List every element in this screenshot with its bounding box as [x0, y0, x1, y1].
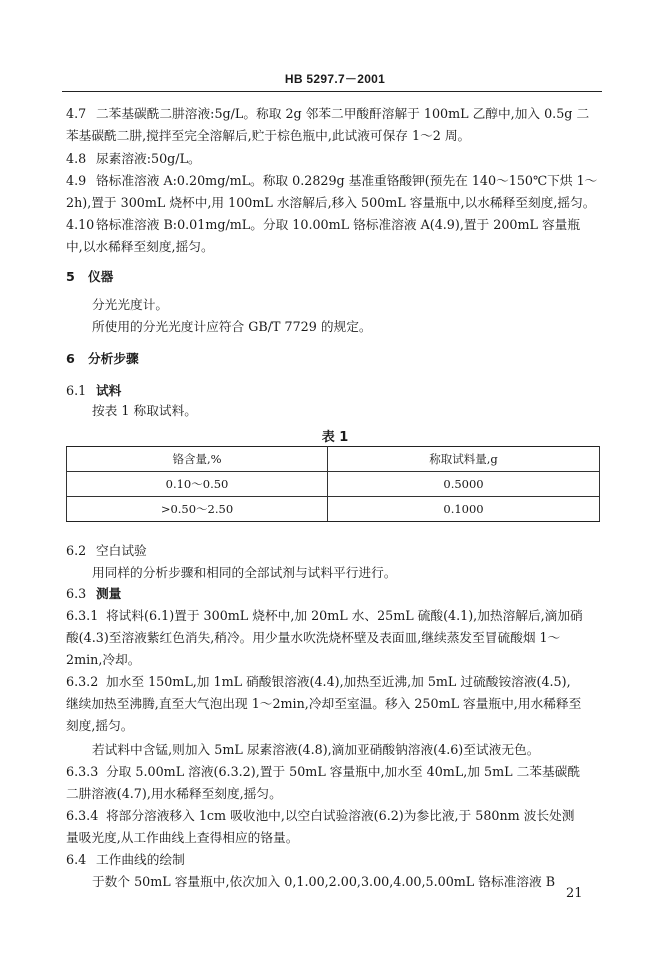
section-6-3-1-text1: 将试料(6.1)置于 300mL 烧杯中,加 20mL 水、25mL 硫酸(4.1),加热溶解后,滴加硝: [106, 608, 583, 623]
item-4-7-number: 4.7: [66, 106, 87, 121]
item-4-9-line2: 2h),置于 300mL 烧杯中,用 100mL 水溶解后,移入 500mL 容量瓶中,以水稀释至刻度,摇匀。: [66, 195, 596, 210]
section-6-2-number: 6.2: [66, 543, 87, 558]
section-6-4-heading: [66, 851, 185, 869]
section-6-2-title: 空白试验: [96, 543, 147, 558]
section-6-1-title: 试料: [96, 383, 122, 398]
section-6-3-title: 测量: [96, 586, 122, 601]
table-header-chromium-content: 铬含量,%: [67, 447, 328, 472]
item-4-8-text1: 尿素溶液:50g/L。: [96, 151, 201, 166]
section-6-1-text: 按表 1 称取试料。: [92, 403, 197, 418]
standard-code-header: HB 5297.7－2001: [284, 72, 386, 86]
table-cell-mass: 0.1000: [328, 497, 600, 522]
section-6-4-title: 工作曲线的绘制: [96, 852, 185, 867]
table-cell-range: >0.50～2.50: [67, 497, 328, 522]
section-6-3-2-line1: [66, 673, 571, 691]
section-6-3-2-text1: 加水至 150mL,加 1mL 硝酸银溶液(4.4),加热至近沸,加 5mL 过硫酸铵溶液(4.5),: [106, 674, 571, 689]
section-6-3-2-line2: 继续加热至沸腾,直至大气泡出现 1～2min,冷却至室温。移入 250mL 容量瓶中,用水稀释至: [66, 696, 582, 711]
section-6-3-number: 6.3: [66, 586, 87, 601]
item-4-7-line1: [66, 105, 589, 123]
section-5-para2: 所使用的分光光度计应符合 GB/T 7729 的规定。: [92, 319, 372, 334]
table-cell-mass: 0.5000: [328, 472, 600, 497]
section-6-3-4-text1: 将部分溶液移入 1cm 吸收池中,以空白试验溶液(6.2)为参比液,于 580nm 波长处测: [106, 808, 575, 823]
item-4-9-line1: [66, 172, 597, 190]
section-5-number: 5: [66, 269, 75, 284]
section-6-3-1-line1: [66, 607, 583, 625]
section-6-3-4-line2: 量吸光度,从工作曲线上查得相应的铬量。: [66, 830, 299, 845]
item-4-10-number: 4.10: [66, 217, 95, 232]
section-6-title: 分析步骤: [88, 351, 139, 366]
section-6-3-2-line4: 若试料中含锰,则加入 5mL 尿素溶液(4.8),滴加亚硝酸钠溶液(4.6)至试液无色。: [92, 742, 540, 757]
header-rule: [62, 91, 602, 92]
section-6-3-3-text1: 分取 5.00mL 溶液(6.3.2),置于 50mL 容量瓶中,加水至 40mL,加 5mL 二苯基碳酰: [106, 764, 581, 779]
section-6-number: 6: [66, 351, 75, 366]
section-5-para1: 分光光度计。: [92, 297, 169, 312]
section-6-3-3-line1: [66, 763, 580, 781]
section-6-3-3-line2: 二肼溶液(4.7),用水稀释至刻度,摇匀。: [66, 786, 282, 801]
item-4-9-number: 4.9: [66, 173, 87, 188]
section-6-2-heading: [66, 542, 147, 560]
section-6-3-3-number: 6.3.3: [66, 764, 99, 779]
item-4-9-text1: 铬标准溶液 A:0.20mg/mL。称取 0.2829g 基准重铬酸钾(预先在 140～150℃下烘 1～: [96, 173, 598, 188]
item-4-7-line2: 苯基碳酰二肼,搅拌至完全溶解后,贮于棕色瓶中,此试液可保存 1～2 周。: [66, 128, 471, 143]
page-number: 21: [566, 886, 583, 901]
item-4-7-text1: 二苯基碳酰二肼溶液:5g/L。称取 2g 邻苯二甲酸酐溶解于 100mL 乙醇中,加入 0.5g 二: [96, 106, 590, 121]
section-6-heading: [66, 350, 139, 368]
table-header-row: [67, 447, 600, 472]
section-6-2-text: 用同样的分析步骤和相同的全部试剂与试料平行进行。: [92, 565, 397, 580]
table-row: [67, 472, 600, 497]
item-4-10-line2: 中,以水稀释至刻度,摇匀。: [66, 239, 214, 254]
table-1-title: 表 1: [321, 430, 349, 445]
section-6-3-1-line3: 2min,冷却。: [66, 652, 141, 667]
section-6-3-2-line3: 刻度,摇匀。: [66, 718, 134, 733]
item-4-8-line1: [66, 150, 201, 168]
section-6-1-number: 6.1: [66, 383, 87, 398]
section-6-4-text: 于数个 50mL 容量瓶中,依次加入 0,1.00,2.00,3.00,4.00,5.00mL 铬标准溶液 B: [92, 874, 556, 889]
table-cell-range: 0.10～0.50: [67, 472, 328, 497]
section-5-heading: [66, 268, 113, 286]
table-header-sample-mass: 称取试料量,g: [328, 447, 600, 472]
table-1: [66, 446, 600, 522]
table-row: [67, 497, 600, 522]
section-6-3-heading: [66, 585, 121, 603]
section-6-3-4-number: 6.3.4: [66, 808, 99, 823]
section-6-1-heading: [66, 382, 121, 400]
item-4-10-line1: [66, 216, 580, 234]
item-4-10-text1: 铬标准溶液 B:0.01mg/mL。分取 10.00mL 铬标准溶液 A(4.9),置于 200mL 容量瓶: [96, 217, 581, 232]
section-6-3-4-line1: [66, 807, 574, 825]
section-6-4-number: 6.4: [66, 852, 87, 867]
section-6-3-1-number: 6.3.1: [66, 608, 99, 623]
item-4-8-number: 4.8: [66, 151, 87, 166]
section-5-title: 仪器: [88, 269, 114, 284]
section-6-3-1-line2: 酸(4.3)至溶液紫红色消失,稍冷。用少量水吹洗烧杯壁及表面皿,继续蒸发至冒硫酸烟 1～: [66, 630, 561, 645]
section-6-3-2-number: 6.3.2: [66, 674, 99, 689]
